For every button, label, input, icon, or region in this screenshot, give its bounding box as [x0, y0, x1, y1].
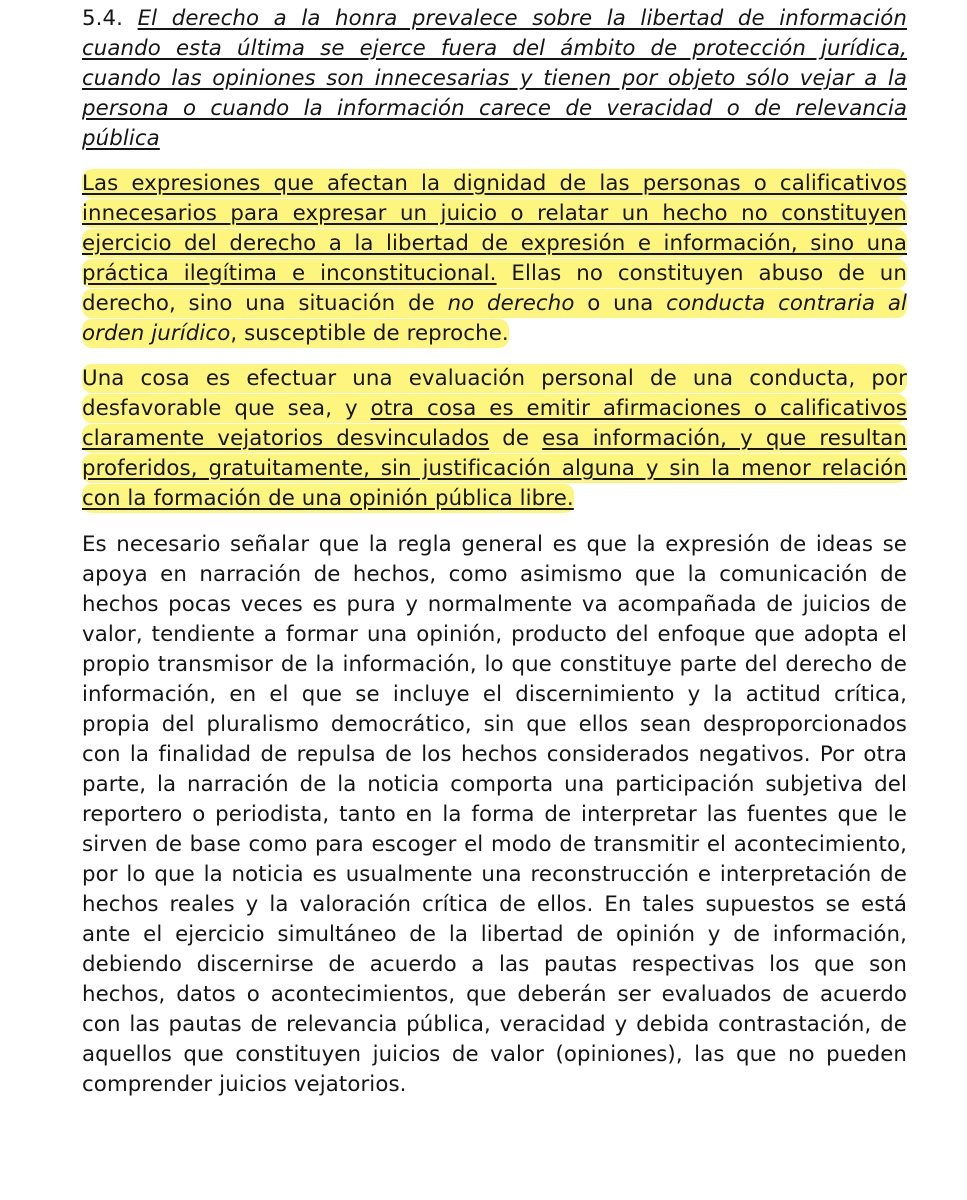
highlighted-block [82, 364, 907, 513]
paragraph-text: , susceptible de reproche. [230, 321, 509, 346]
highlighted-block [82, 169, 907, 348]
paragraph-text: o una [574, 291, 667, 316]
paragraph-text: Ellas no constituyen abuso de un derecho, sino una situación de [82, 261, 907, 316]
underlined-statement: otra cosa es emitir afirmaciones o calificativos claramente vejatorios desvinculados [82, 396, 908, 451]
section-heading-text: El derecho a la honra prevalece sobre la libertad de información cuando esta última se ejerce fuera del ámbito de protección jurídica, cuando las opiniones son innecesarias y tienen por objeto sólo vejar a la persona o cuando la información carece de veracidad o de relevancia pública [82, 6, 907, 151]
paragraph-dignity [82, 169, 907, 349]
paragraph-text: de [489, 426, 543, 451]
underlined-statement: Las expresiones que afectan la dignidad de las personas o calificativos innecesarios para expresar un juicio o relatar un hecho no constituyen ejercicio del derecho a la libertad de expresión e información, sino una práctica ilegítima e inconstitucional. [82, 171, 907, 286]
paragraph-evaluation [82, 364, 907, 514]
section-number: 5.4. [82, 6, 124, 31]
italic-term: no derecho [447, 291, 575, 316]
document-page [82, 4, 907, 1100]
italic-term: conducta contraria al orden jurídico [82, 291, 907, 346]
paragraph-text: Una cosa es efectuar una evaluación personal de una conducta, por desfavorable que sea, y [82, 366, 907, 421]
section-heading [82, 4, 907, 154]
paragraph-general-rule: Es necesario señalar que la regla general es que la expresión de ideas se apoya en narración de hechos, como asimismo que la comunicación de hechos pocas veces es pura y normalmente va acompañada de juicios de valor, tendiente a formar una opinión, producto del enfoque que adopta el propio transmisor de la información, lo que constituye parte del derecho de información, en el que se incluye el discernimiento y la actitud crítica, propia del pluralismo democrático, sin que ellos sean desproporcionados con la finalidad de repulsa de los hechos considerados negativos. Por otra parte, la narración de la noticia comporta una participación subjetiva del reportero o periodista, tanto en la forma de interpretar las fuentes que le sirven de base como para escoger el modo de transmitir el acontecimiento, por lo que la noticia es usualmente una reconstrucción e interpretación de hechos reales y la valoración crítica de ellos. En tales supuestos se está ante el ejercicio simultáneo de la libertad de opinión y de información, debiendo discernirse de acuerdo a las pautas respectivas los que son hechos, datos o acontecimientos, que deberán ser evaluados de acuerdo con las pautas de relevancia pública, veracidad y debida contrastación, de aquellos que constituyen juicios de valor (opiniones), las que no pueden comprender juicios vejatorios. [82, 532, 907, 1097]
underlined-statement: esa información, y que resultan proferidos, gratuitamente, sin justificación alguna y sin la menor relación con la formación de una opinión pública libre. [82, 426, 907, 511]
